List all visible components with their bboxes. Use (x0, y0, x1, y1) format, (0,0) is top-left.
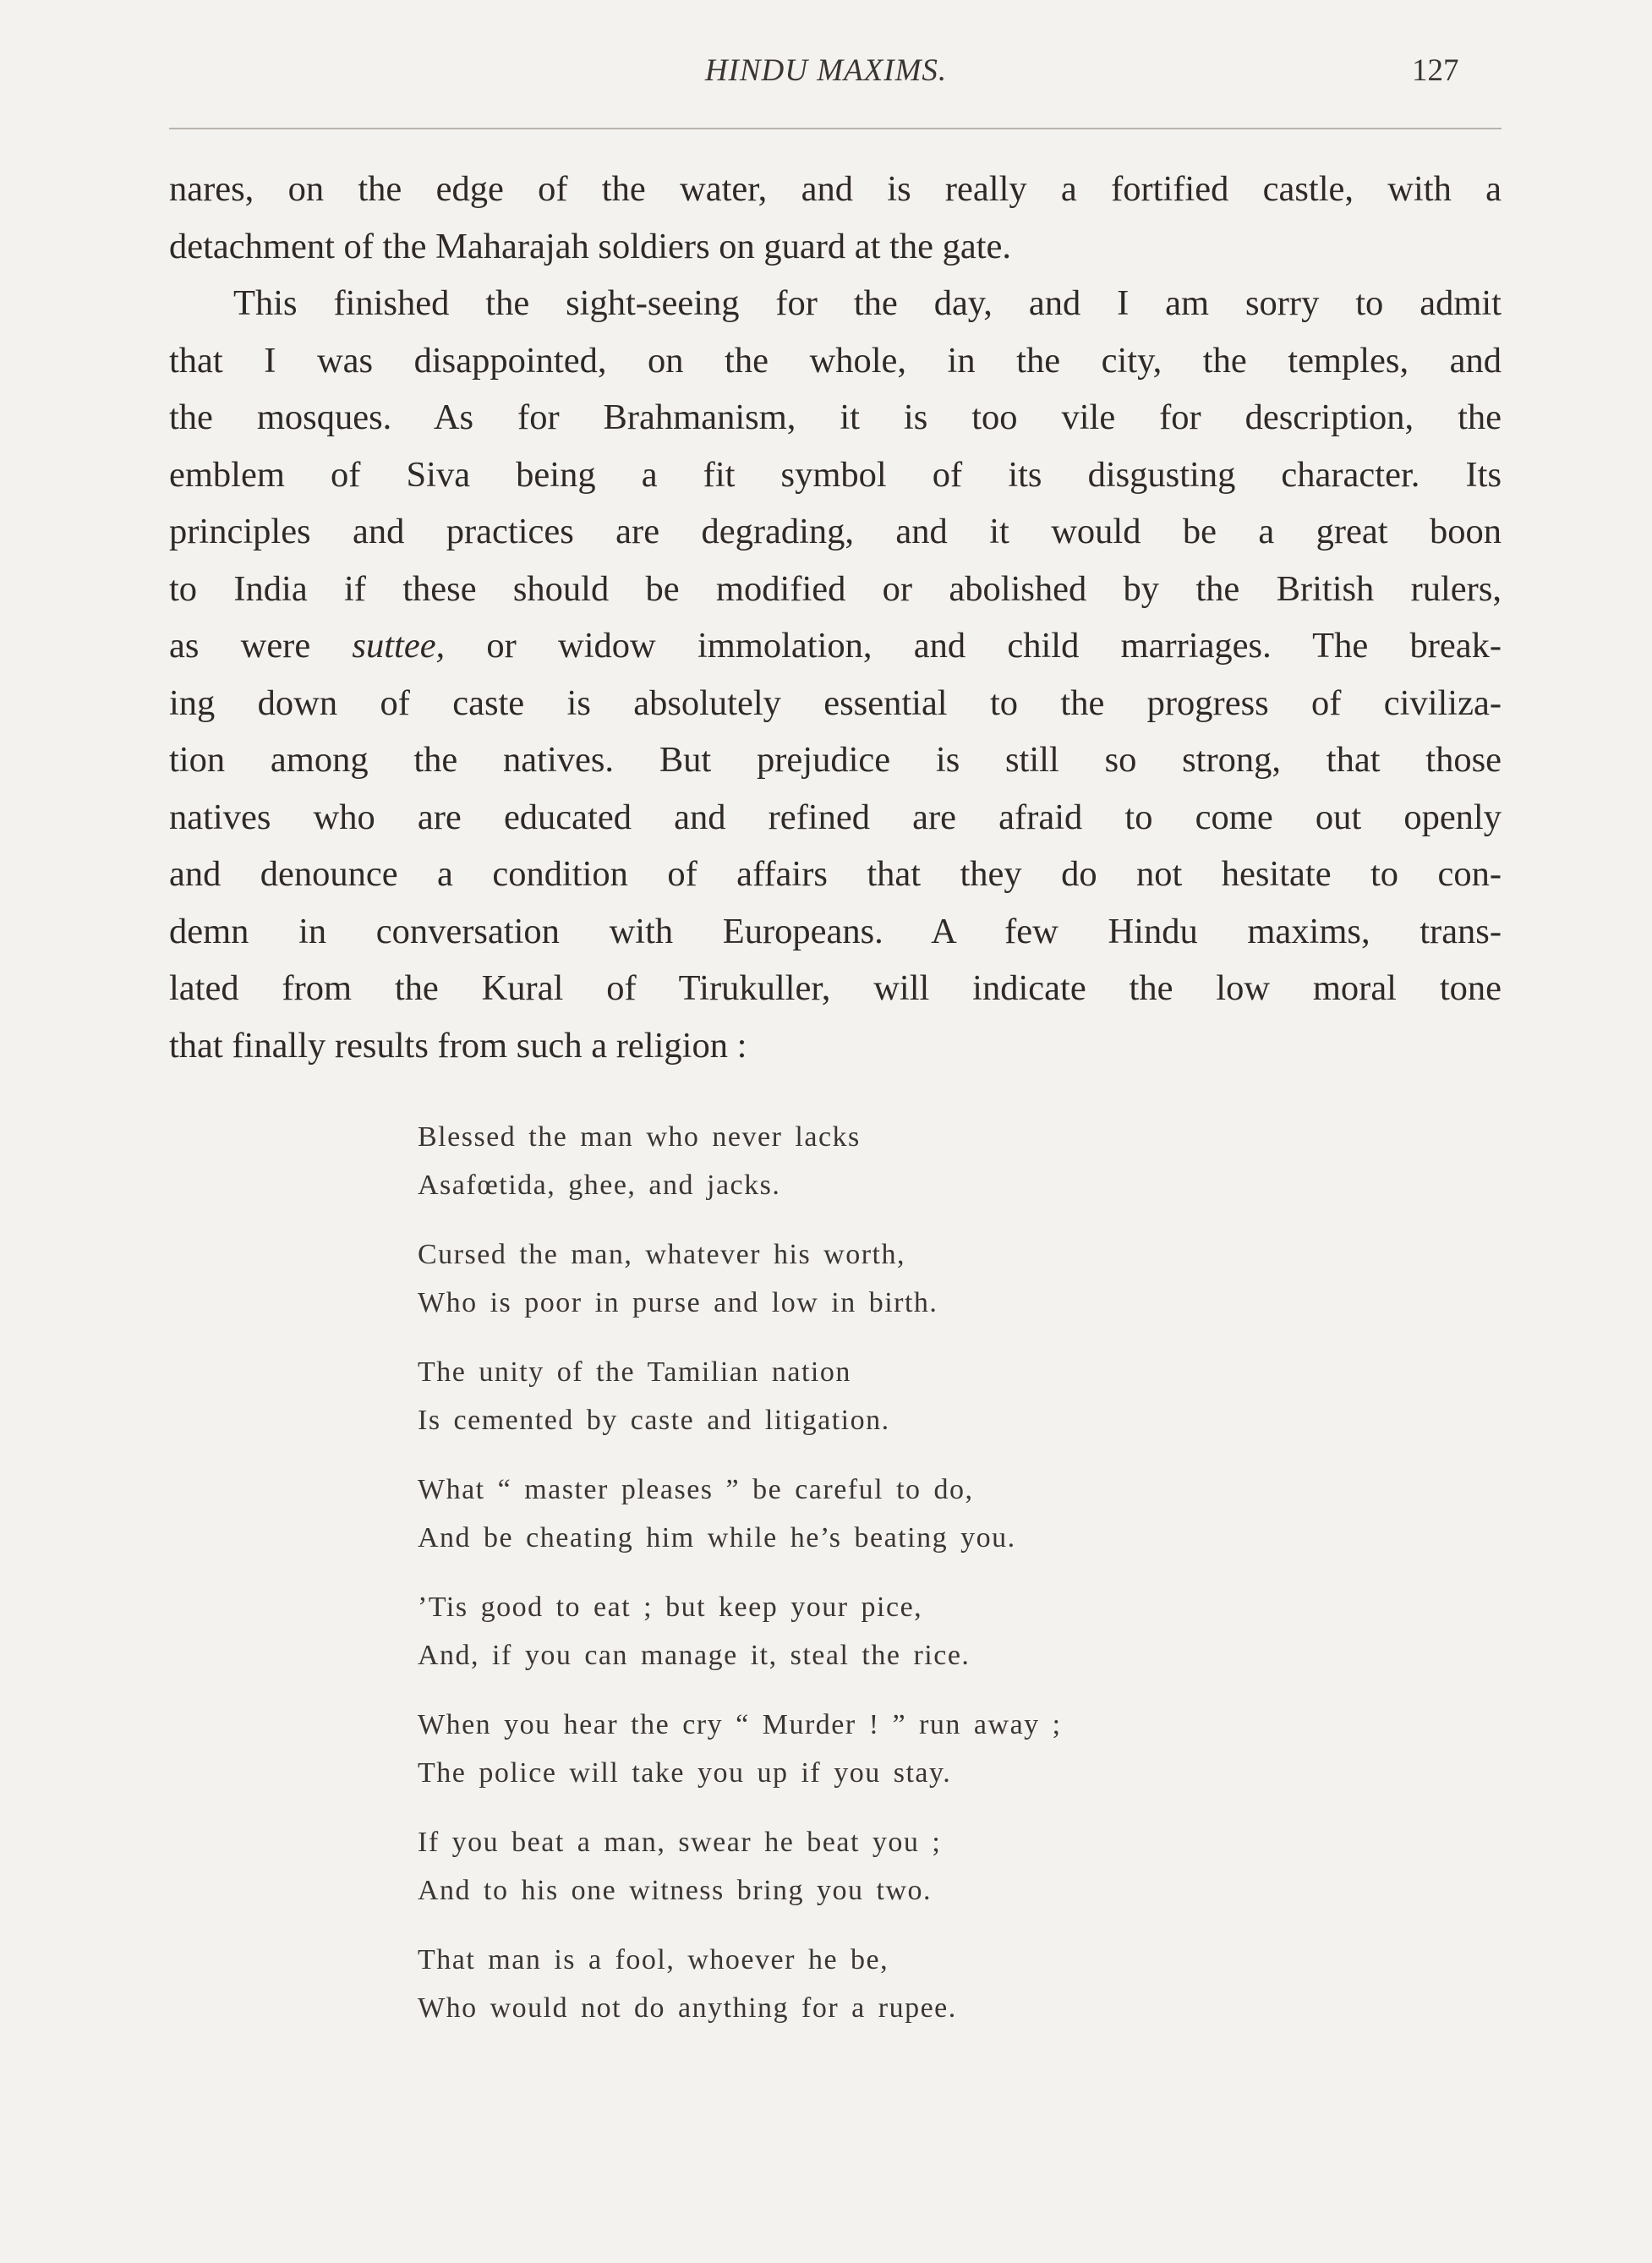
maxim-stanza (418, 1818, 1348, 1915)
text-segment: as were (169, 626, 353, 666)
verse-line: ’Tis good to eat ; but keep your pice, (418, 1592, 923, 1623)
text-line: emblem of Siva being a fit symbol of its disgusting character. Its (169, 454, 1502, 495)
verse-line: Who is poor in purse and low in birth. (418, 1287, 938, 1318)
verse-line: If you beat a man, swear he beat you ; (418, 1827, 942, 1858)
verse-line: Cursed the man, whatever his worth, (418, 1239, 905, 1270)
verse-line: Asafœtida, ghee, and jacks. (418, 1170, 781, 1201)
text-line: detachment of the Maharajah soldiers on guard at the gate. (169, 226, 1012, 266)
text-line: that finally results from such a religion : (169, 1025, 747, 1066)
verse-line: And to his one witness bring you two. (418, 1875, 933, 1906)
text-line: lated from the Kural of Tirukuller, will indicate the low moral tone (169, 968, 1502, 1008)
verse-line: Is cemented by caste and litigation. (418, 1405, 890, 1436)
text-line: tion among the natives. But prejudice is still so strong, that those (169, 740, 1502, 780)
text-line: that I was disappointed, on the whole, in the city, the temples, and (169, 340, 1502, 381)
text-line: to India if these should be modified or abolished by the British rulers, (169, 568, 1502, 609)
text-line: ing down of caste is absolutely essential to the progress of civiliza- (169, 682, 1502, 723)
verse-line: When you hear the cry “ Murder ! ” run away ; (418, 1709, 1062, 1740)
text-line: and denounce a condition of affairs that they do not hesitate to con- (169, 854, 1502, 894)
maxim-stanza (418, 1701, 1348, 1797)
maxim-stanza (418, 1230, 1348, 1327)
text-line (169, 617, 1502, 675)
verse-line: Blessed the man who never lacks (418, 1121, 861, 1153)
text-line: the mosques. As for Brahmanism, it is too vile for description, the (169, 397, 1502, 437)
verse-line: That man is a fool, whoever he be, (418, 1944, 889, 1975)
text-line: nares, on the edge of the water, and is really a fortified castle, with a (169, 169, 1502, 209)
verse-line: The unity of the Tamilian nation (418, 1356, 851, 1388)
text-line: principles and practices are degrading, and it would be a great boon (169, 512, 1502, 551)
header-rule (169, 128, 1502, 129)
verse-line: And, if you can manage it, steal the rice. (418, 1640, 971, 1671)
paragraph-2 (169, 275, 1502, 1074)
text-line: natives who are educated and refined are afraid to come out openly (169, 797, 1502, 837)
text-line: demn in conversation with Europeans. A few Hindu maxims, trans- (169, 911, 1502, 951)
maxim-stanza (418, 1466, 1348, 1562)
page-header (0, 44, 1652, 95)
verse-line: The police will take you up if you stay. (418, 1757, 952, 1789)
text-segment: or widow immolation, and child marriages. The break- (445, 626, 1502, 666)
body-text (169, 161, 1502, 1074)
verse-line: And be cheating him while he’s beating you. (418, 1522, 1016, 1553)
maxim-stanza (418, 1113, 1348, 1209)
page-number: 127 (1412, 53, 1459, 88)
running-title: HINDU MAXIMS. (704, 53, 948, 88)
verse-line: Who would not do anything for a rupee. (418, 1992, 957, 2024)
italic-term-suttee: suttee, (352, 626, 446, 666)
maxim-stanza (418, 1936, 1348, 2032)
maxim-stanza (418, 1348, 1348, 1444)
paragraph-1 (169, 161, 1502, 275)
verse-line: What “ master pleases ” be careful to do, (418, 1474, 974, 1505)
text-line: This finished the sight-seeing for the day, and I am sorry to admit (233, 283, 1502, 323)
maxim-stanza (418, 1583, 1348, 1679)
